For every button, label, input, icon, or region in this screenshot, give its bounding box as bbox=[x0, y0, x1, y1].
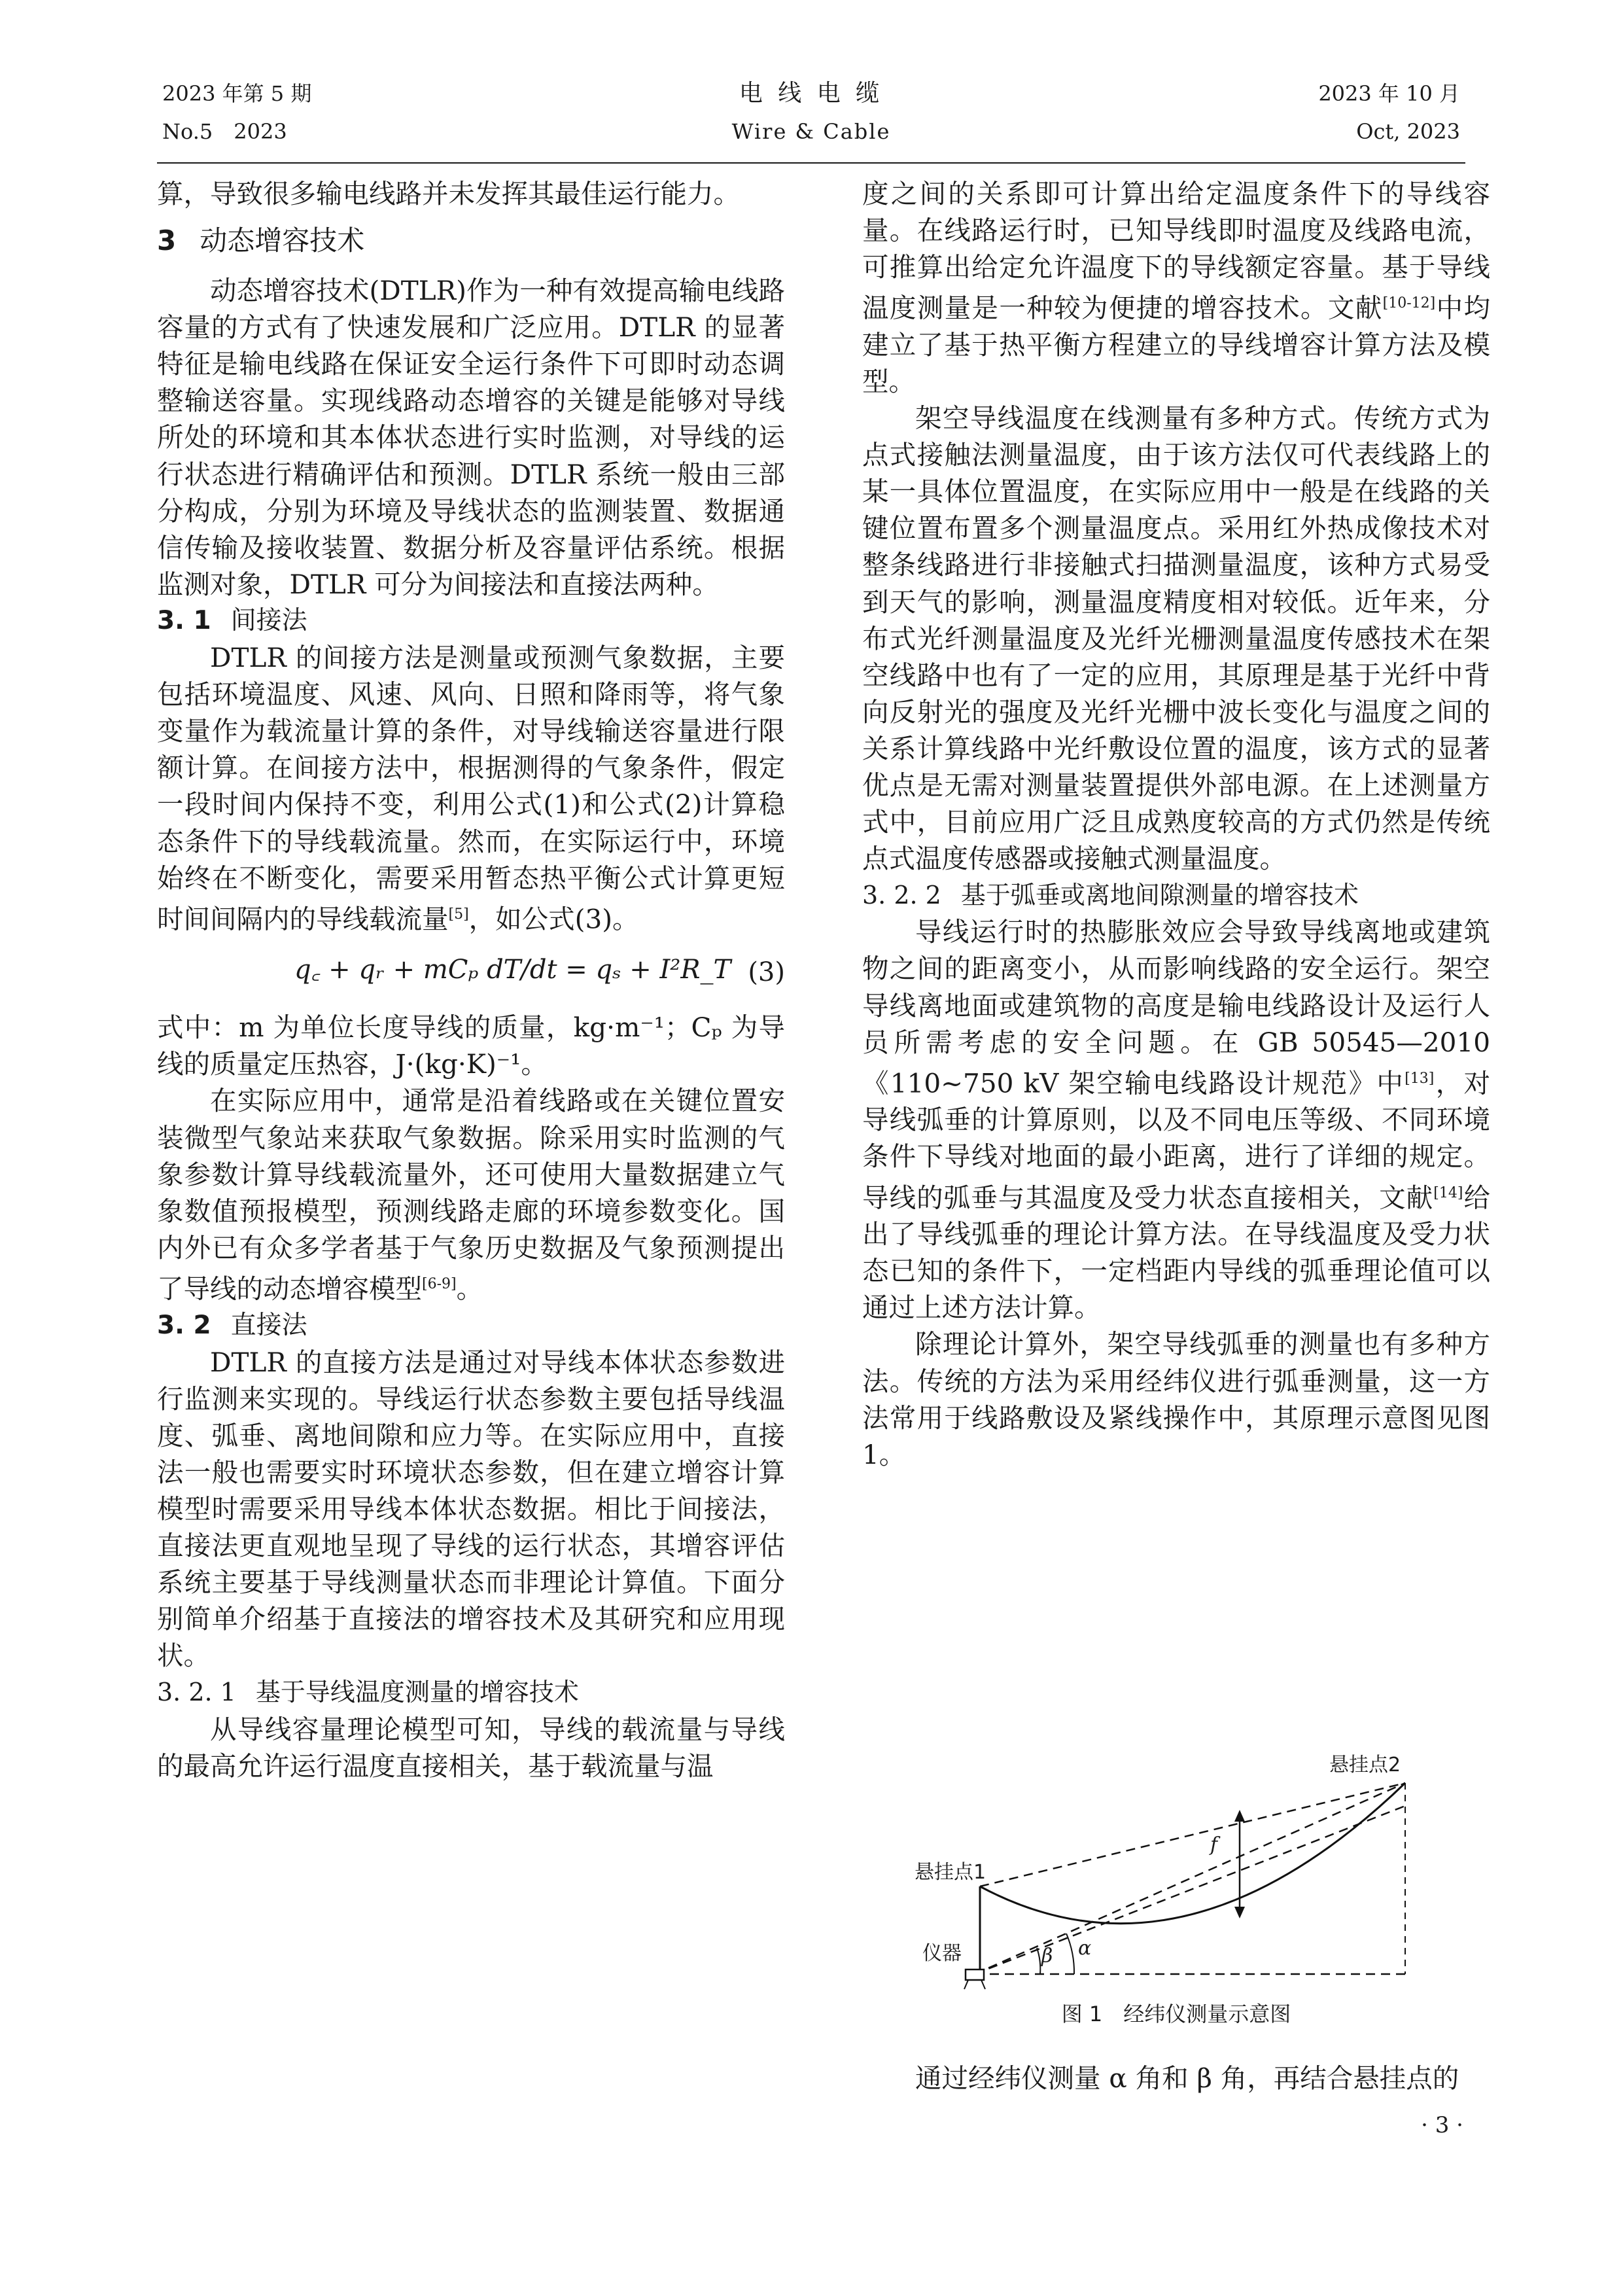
section-number: 3 bbox=[157, 224, 177, 257]
beta-label: β bbox=[1041, 1945, 1053, 1968]
citation: [10-12] bbox=[1382, 295, 1436, 312]
instrument-label: 仪器 bbox=[922, 1942, 962, 1965]
sag-label: f bbox=[1210, 1833, 1218, 1856]
paragraph: 算，导致很多输电线路并未发挥其最佳运行能力。 bbox=[157, 178, 740, 209]
subsubsection-number: 3. 2. 2 bbox=[862, 881, 941, 910]
sag-arrow-bottom bbox=[1234, 1907, 1245, 1918]
paragraph: 除理论计算外，架空导线弧垂的测量也有多种方法。传统的方法为采用经纬仪进行弧垂测量，这一方法常用于线路敷设及紧线操作中，其原理示意图见图 1。 bbox=[862, 1328, 1490, 1470]
instrument-leg bbox=[981, 1980, 985, 1989]
subsubsection-title: 基于导线温度测量的增容技术 bbox=[255, 1678, 579, 1707]
suspension-point-1-label: 悬挂点1 bbox=[915, 1861, 986, 1884]
paragraph-text: ，对导线弧垂的计算原则，以及不同电压等级、不同环境条件下导线对地面的最小距离，进行了详细的规定。导线的弧垂与其温度及受力状态直接相关，文献 bbox=[862, 1067, 1491, 1214]
suspension-point-2-label: 悬挂点2 bbox=[1329, 1754, 1401, 1776]
section-title: 动态增容技术 bbox=[200, 224, 365, 257]
paragraph-text: 导线运行时的热膨胀效应会导致导线离地或建筑物之间的距离变小，从而影响线路的安全运行。架空导线离地面或建筑物的高度是输电线路设计及运行人员所需考虑的安全问题。在 GB 50545—2010《110~750 kV 架空输电线路设计规范》中 bbox=[862, 916, 1490, 1099]
paragraph-text: DTLR 的间接方法是测量或预测气象数据，主要包括环境温度、风速、风向、日照和降雨等，将气象变量作为载流量计算的条件，对导线输送容量进行限额计算。在间接方法中，根据测得的气象条件，假定一段时间内保持不变，利用公式(1)和公式(2)计算稳态条件下的导线载流量。然而，在实际运行中，环境始终在不断变化，需要采用暂态热平衡公式计算更短时间间隔内的导线载流量 bbox=[157, 642, 785, 935]
paragraph-text: 通过经纬仪测量 α 角和 β 角，再结合悬挂点的 bbox=[915, 2062, 1459, 2094]
beta-arc bbox=[1037, 1948, 1040, 1974]
paragraph-text: 度之间的关系即可计算出给定温度条件下的导线容量。在线路运行时，已知导线即时温度及线路电流，可推算出给定允许温度下的导线额定容量。基于导线温度测量是一种较为便捷的增容技术。文献 bbox=[862, 178, 1490, 324]
sag-arrow-top bbox=[1234, 1810, 1245, 1822]
subsection-heading bbox=[157, 1307, 785, 1344]
issue-date: 2023 年 10 月 bbox=[1318, 81, 1460, 106]
chord-line bbox=[980, 1783, 1405, 1886]
paragraph-text: ，如公式(3)。 bbox=[468, 903, 639, 935]
subsubsection-heading bbox=[157, 1674, 785, 1710]
subsubsection-title: 基于弧垂或离地间隙测量的增容技术 bbox=[960, 881, 1359, 910]
paragraph bbox=[862, 913, 1490, 1326]
page-number: · 3 · bbox=[1421, 2112, 1463, 2138]
issue-label: 2023 年第 5 期 bbox=[162, 81, 312, 106]
equation-body: q꜀ + qᵣ + mCₚ dT/dt = qₛ + I²R_T bbox=[294, 955, 731, 985]
subsubsection-heading bbox=[862, 877, 1490, 913]
instrument-leg bbox=[964, 1980, 968, 1989]
subsection-heading bbox=[157, 603, 785, 639]
header-rule bbox=[157, 162, 1465, 164]
citation: [6-9] bbox=[422, 1275, 457, 1292]
subsubsection-number: 3. 2. 1 bbox=[157, 1678, 236, 1707]
citation: [14] bbox=[1433, 1184, 1463, 1201]
paragraph bbox=[157, 1082, 785, 1307]
paragraph-text: 在实际应用中，通常是沿着线路或在关键位置安装微型气象站来获取气象数据。除采用实时监测的气象参数计算导线载流量外，还可使用大量数据建立气象数值预报模型，预测线路走廊的环境参数变化。国内外已有众多学者基于气象历史数据及气象预测提出了导线的动态增容模型 bbox=[157, 1085, 785, 1305]
subsection-title: 间接法 bbox=[230, 605, 307, 635]
paragraph bbox=[862, 175, 1490, 400]
journal-title: 电 线 电 缆 bbox=[739, 80, 884, 107]
alpha-arc bbox=[1066, 1934, 1074, 1974]
alpha-label: α bbox=[1078, 1937, 1092, 1960]
sight-line-alpha bbox=[975, 1783, 1405, 1974]
sight-line-tangent bbox=[975, 1806, 1405, 1974]
right-column bbox=[862, 175, 1490, 1473]
paragraph: 架空导线温度在线测量有多种方式。传统方式为点式接触法测量温度，由于该方法仅可代表线路上的某一具体位置温度，在实际应用中一般是在线路的关键位置布置多个测量温度点。采用红外热成像技术对整条线路进行非接触式扫描测量温度，该种方式易受到天气的影响，测量温度精度相对较低。近年来，分布式光纤测量温度及光纤光栅测量温度传感技术在架空线路中也有了一定的应用，其原理是基于光纤中背向反射光的强度及光纤光栅中波长变化与温度之间的关系计算线路中光纤敷设位置的温度，该方式的显著优点是无需对测量装置提供外部电源。在上述测量方式中，目前应用广泛且成熟度较高的方式仍然是传统点式温度传感器或接触式测量温度。 bbox=[862, 402, 1490, 875]
figure-caption: 图 1 经纬仪测量示意图 bbox=[1061, 2002, 1291, 2026]
left-column bbox=[157, 175, 785, 1784]
paragraph: 式中：m 为单位长度导线的质量，kg·m⁻¹；Cₚ 为导线的质量定压热容，J·(kg·K)⁻¹。 bbox=[157, 1012, 785, 1080]
section-heading bbox=[157, 220, 785, 262]
instrument-icon bbox=[966, 1969, 984, 1980]
subsection-title: 直接法 bbox=[230, 1310, 307, 1340]
paragraph: DTLR 的直接方法是通过对导线本体状态参数进行监测来实现的。导线运行状态参数主要包括导线温度、弧垂、离地间隙和应力等。在实际应用中，直接法一般也需要实时环境状态参数，但在建立增容计算模型时需要采用导线本体状态数据。相比于间接法，直接法更直观地呈现了导线的运行状态，其增容评估系统主要基于导线测量状态而非理论计算值。下面分别简单介绍基于直接法的增容技术及其研究和应用现状。 bbox=[157, 1346, 785, 1672]
paragraph bbox=[157, 639, 785, 937]
equation-number: (3) bbox=[748, 957, 785, 988]
paragraph-text: 给出了导线弧垂的理论计算方法。在导线温度及受力状态已知的条件下，一定档距内导线的弧垂理论值可以通过上述方法计算。 bbox=[862, 1182, 1491, 1324]
citation: [5] bbox=[448, 906, 469, 923]
conductor-curve bbox=[980, 1783, 1405, 1924]
paragraph-text: 。 bbox=[456, 1273, 483, 1305]
equation bbox=[157, 937, 785, 1009]
paragraph-text: 中均建立了基于热平衡方程建立的导线增容计算方法及模型。 bbox=[862, 292, 1491, 397]
citation: [13] bbox=[1405, 1070, 1435, 1087]
subsection-number: 3. 1 bbox=[157, 605, 211, 635]
paragraph bbox=[862, 2060, 1490, 2096]
issue-date-en: Oct, 2023 bbox=[1356, 119, 1460, 144]
issue-label-en: No.5 2023 bbox=[162, 119, 287, 144]
subsection-number: 3. 2 bbox=[157, 1310, 211, 1340]
running-header bbox=[162, 73, 1460, 158]
journal-title-en: Wire & Cable bbox=[731, 119, 891, 144]
paragraph: 动态增容技术(DTLR)作为一种有效提高输电线路容量的方式有了快速发展和广泛应用。DTLR 的显著特征是输电线路在保证安全运行条件下可即时动态调整输送容量。实现线路动态增容的关键是能够对导线所处的环境和其本体状态进行实时监测，对导线的运行状态进行精确评估和预测。DTLR 系统一般由三部分构成，分别为环境及导线状态的监测装置、数据通信传输及接收装置、数据分析及容量评估系统。根据监测对象，DTLR 可分为间接法和直接法两种。 bbox=[157, 275, 785, 600]
paragraph: 从导线容量理论模型可知，导线的载流量与导线的最高允许运行温度直接相关，基于载流量与温 bbox=[157, 1713, 785, 1782]
